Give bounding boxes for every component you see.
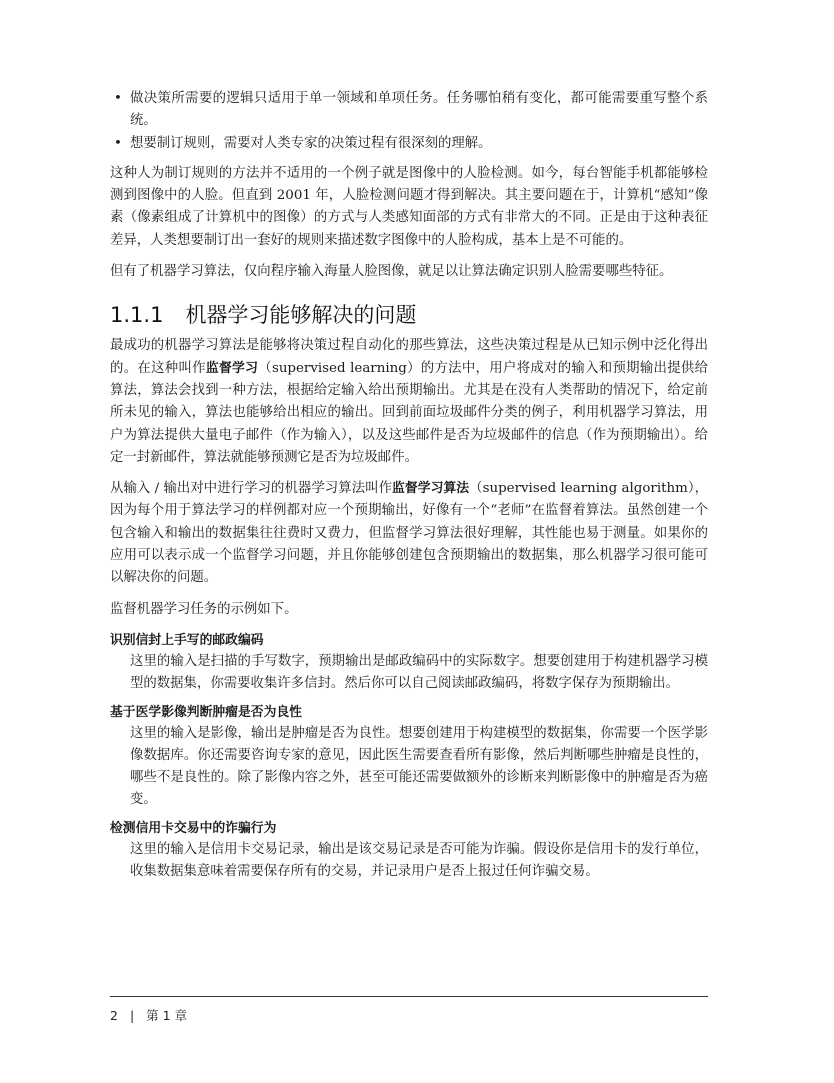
bullet-list — [110, 88, 708, 155]
bullet-icon: • — [114, 91, 122, 106]
text-run: （supervised learning algorithm），因为每个用于算法学习的样例都对应一个预期输出，好像有一个“老师”在监督着算法。虽然创建一个包含输入和输出的数据集往往费时又费力，但监督学习算法很好理解，其性能也易于测量。如果你的应用可以表示成一个监督学习问题，并且你能够创建包含预期输出的数据集，那么机器学习很可能可以解决你的问题。 — [110, 481, 709, 586]
example-body: 这里的输入是影像，输出是肿瘤是否为良性。想要创建用于构建模型的数据集，你需要一个医学影像数据库。你还需要咨询专家的意见，因此医生需要查看所有影像，然后判断哪些肿瘤是良性的，哪些不是良性的。除了影像内容之外，甚至可能还需要做额外的诊断来判断影像中的肿瘤是否为癌变。 — [130, 725, 708, 808]
bullet-item — [110, 133, 708, 155]
section-heading — [110, 301, 708, 329]
example-item — [110, 818, 708, 884]
example-body: 这里的输入是信用卡交易记录，输出是该交易记录是否可能为诈骗。假设你是信用卡的发行单位，收集数据集意味着需要保存所有的交易，并记录用户是否上报过任何诈骗交易。 — [130, 841, 708, 880]
bullet-text: 想要制订规则，需要对人类专家的决策过程有很深刻的理解。 — [130, 135, 492, 151]
paragraph-ml-face: 但有了机器学习算法，仅向程序输入海量人脸图像，就足以让算法确定识别人脸需要哪些特征。 — [110, 264, 673, 280]
chapter-label: 第 1 章 — [146, 1008, 188, 1023]
key-term: 监督学习 — [205, 360, 259, 376]
example-term: 检测信用卡交易中的诈骗行为 — [110, 820, 277, 836]
page-content — [110, 88, 708, 889]
footer-separator: | — [129, 1008, 135, 1023]
bullet-text: 做决策所需要的逻辑只适用于单一领域和单项任务。任务哪怕稍有变化，都可能需要重写整个系统。 — [130, 91, 708, 129]
text-run: 最成功的机器学习算法是能够将决策过程自动化的那些算法，这些决策过程是从已知示例中泛化得出的。在这种叫作 — [110, 338, 708, 376]
key-term: 监督学习算法 — [392, 481, 470, 497]
page-number: 2 — [110, 1008, 118, 1023]
example-term: 识别信封上手写的邮政编码 — [110, 632, 264, 648]
paragraph-supervised-learning — [110, 335, 708, 469]
bullet-icon: • — [114, 135, 122, 151]
text-run: （supervised learning）的方法中，用户将成对的输入和预期输出提供给算法，算法会找到一种方法，根据给定输入给出预期输出。尤其是在没有人类帮助的情况下，给定前所未见的输入，算法也能够给出相应的输出。回到前面垃圾邮件分类的例子，利用机器学习算法，用户为算法提供大量电子邮件（作为输入），以及这些邮件是否为垃圾邮件的信息（作为预期输出）。给定一封新邮件，算法就能够预测它是否为垃圾邮件。 — [110, 360, 709, 465]
paragraph-examples-intro: 监督机器学习任务的示例如下。 — [110, 601, 298, 617]
text-run: 从输入 / 输出对中进行学习的机器学习算法叫作 — [110, 481, 393, 497]
paragraph-supervised-algorithm — [110, 478, 708, 589]
page-footer — [110, 996, 708, 1024]
example-item — [110, 702, 708, 812]
section-title: 机器学习能够解决的问题 — [185, 303, 417, 328]
example-item — [110, 630, 708, 696]
bullet-item — [110, 88, 708, 133]
section-number: 1.1.1 — [110, 303, 164, 328]
example-term: 基于医学影像判断肿瘤是否为良性 — [110, 704, 302, 720]
example-body: 这里的输入是扫描的手写数字，预期输出是邮政编码中的实际数字。想要创建用于构建机器学习模型的数据集，你需要收集许多信封。然后你可以自己阅读邮政编码，将数字保存为预期输出。 — [130, 653, 708, 692]
paragraph-face-detection: 这种人为制订规则的方法并不适用的一个例子就是图像中的人脸检测。如今，每台智能手机都能够检测到图像中的人脸。但直到 2001 年，人脸检测问题才得到解决。其主要问题在于，计算机“感知”像素（像素组成了计算机中的图像）的方式与人类感知面部的方式有非常大的不同。正是由于这种表征差异，人类想要制订出一套好的规则来描述数字图像中的人脸构成，基本上是不可能的。 — [110, 165, 708, 248]
